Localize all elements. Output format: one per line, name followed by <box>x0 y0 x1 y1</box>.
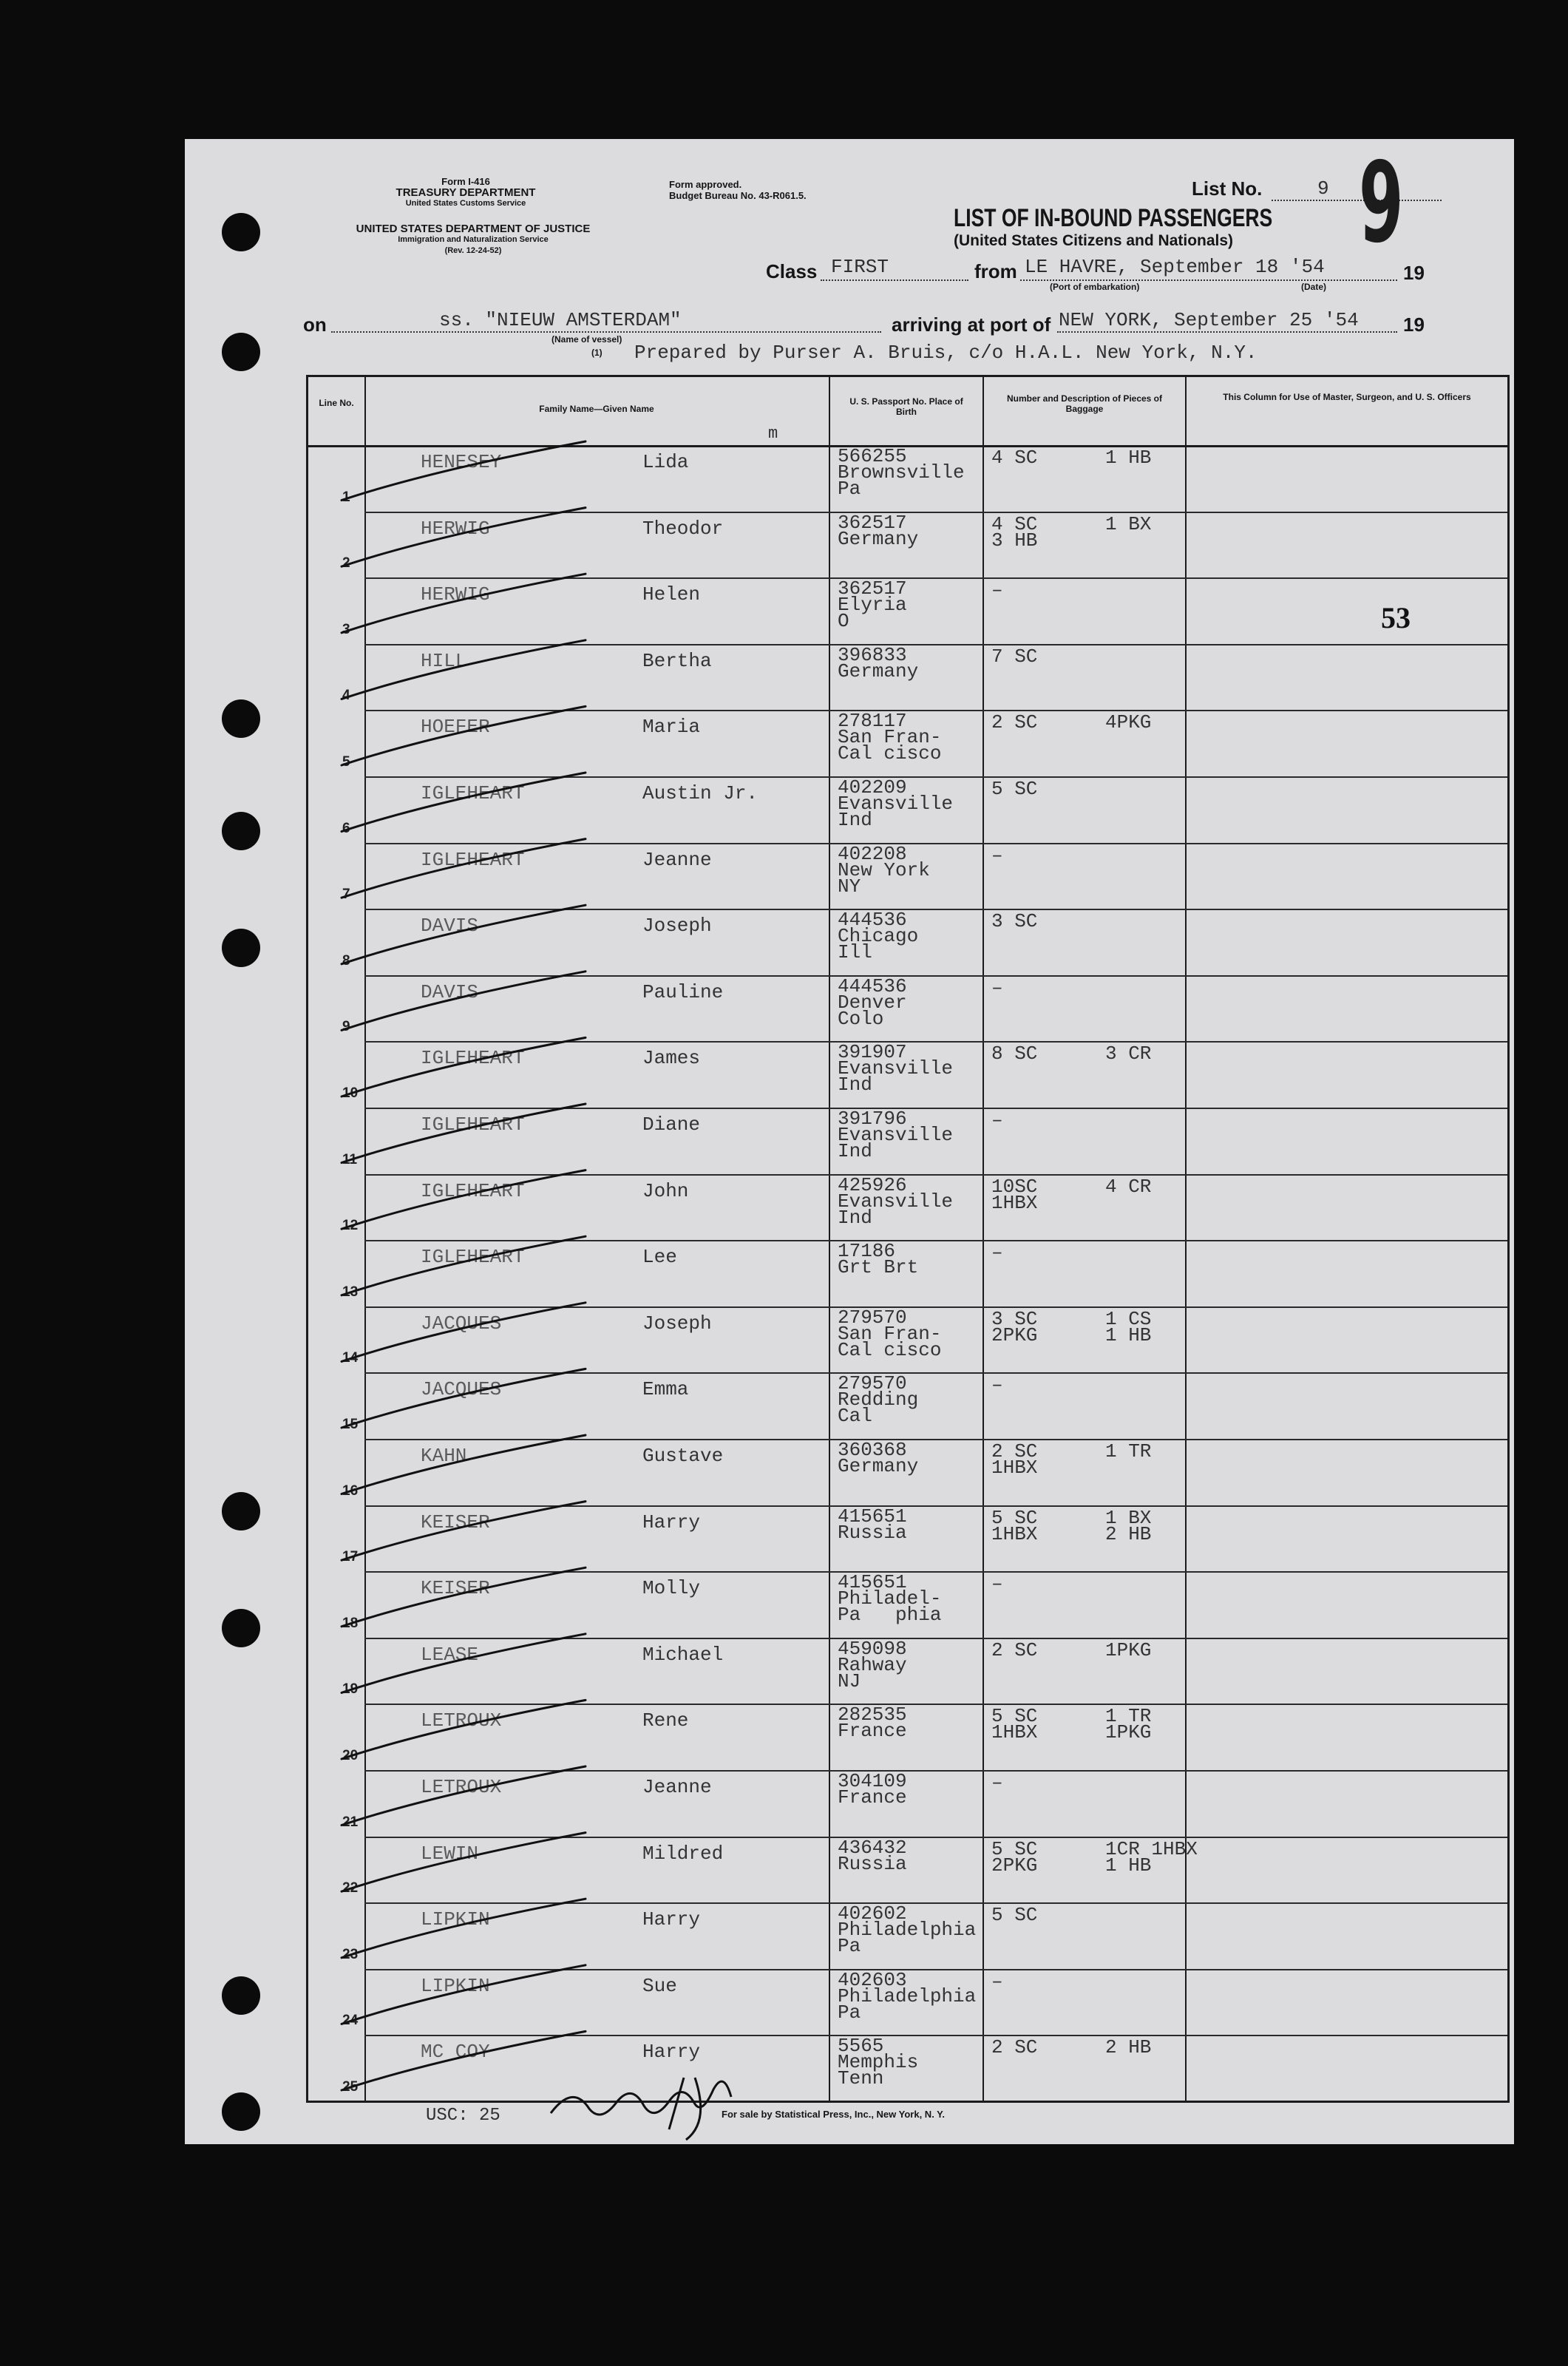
row-given-name: Lee <box>642 1246 677 1269</box>
row-family-name: IGLEHEART <box>421 1113 525 1136</box>
form-number: Form I-416 TREASURY DEPARTMENT United States Customs Service <box>396 176 536 208</box>
row-passport: 444536 Denver Colo <box>838 974 907 1030</box>
row-baggage-2: 1 BX <box>1105 512 1152 535</box>
row-family-name: HENESEY <box>421 451 502 473</box>
row-line-number: 2 <box>342 555 350 572</box>
row-line-number: 20 <box>342 1748 359 1763</box>
row-line-number: 5 <box>342 754 350 770</box>
row-family-name: IGLEHEART <box>421 782 525 804</box>
row-given-name: Sue <box>642 1974 677 1997</box>
header-name: Family Name—Given Name <box>539 404 654 414</box>
row-baggage-1: 5 SC 1HBX <box>991 1506 1038 1545</box>
row-baggage-1: 10SC 1HBX <box>991 1175 1038 1214</box>
from-value: LE HAVRE, September 18 '54 <box>1025 256 1325 278</box>
row-family-name: IGLEHEART <box>421 848 525 871</box>
arriving-value: NEW YORK, September 25 '54 <box>1059 309 1359 331</box>
check-mark <box>342 1369 586 1428</box>
row-passport: 279570 San Fran- Cal cisco <box>838 1306 942 1361</box>
from-label: from <box>974 260 1017 282</box>
row-baggage-1: 8 SC <box>991 1043 1038 1065</box>
row-family-name: MC COY <box>421 2041 490 2064</box>
header-passport: U. S. Passport No. Place of Birth <box>849 396 963 417</box>
check-mark <box>342 2031 586 2090</box>
row-line-number: 18 <box>342 1615 359 1631</box>
row-given-name: Pauline <box>642 980 724 1003</box>
row-passport: 278117 San Fran- Cal cisco <box>838 710 942 765</box>
row-line-number: 15 <box>342 1417 359 1432</box>
row-passport: 566255 Brownsville Pa <box>838 445 965 500</box>
row-given-name: Maria <box>642 716 701 739</box>
justice-dept: UNITED STATES DEPARTMENT OF JUSTICE Immigration and Naturalization Service (Rev. 12-24-52) <box>356 223 591 255</box>
row-passport: 360368 Germany <box>838 1439 919 1477</box>
row-baggage-1: – <box>991 1241 1003 1264</box>
row-line-number: 4 <box>342 688 350 704</box>
check-mark <box>342 1567 586 1627</box>
row-baggage-1: – <box>991 1374 1003 1397</box>
row-baggage-1: 3 SC <box>991 910 1038 933</box>
row-given-name: Harry <box>642 1511 701 1533</box>
row-line-number: 23 <box>342 1946 359 1962</box>
row-passport: 402209 Evansville Ind <box>838 776 954 831</box>
list-no-label: List No. <box>1192 177 1263 200</box>
row-family-name: KAHN <box>421 1445 467 1467</box>
vessel-value: ss. "NIEUW AMSTERDAM" <box>439 309 682 331</box>
handwritten-list-number: 9 <box>1359 139 1404 268</box>
row-passport: 402208 New York NY <box>838 842 930 898</box>
check-mark <box>342 574 586 633</box>
row-family-name: IGLEHEART <box>421 1047 525 1070</box>
check-mark <box>342 508 586 567</box>
row-given-name: Mildred <box>642 1842 724 1865</box>
row-line-number: 13 <box>342 1284 359 1300</box>
check-mark <box>342 1170 586 1230</box>
header-line-no: Line No. <box>319 398 354 408</box>
header-officers: This Column for Use of Master, Surgeon, and U. S. Officers <box>1223 392 1471 402</box>
row-given-name: Austin Jr. <box>642 782 758 804</box>
check-mark <box>342 972 586 1031</box>
check-mark <box>342 1899 586 1958</box>
check-mark <box>342 1236 586 1295</box>
on-label: on <box>303 313 327 336</box>
row-baggage-2: 1 CS 1 HB <box>1105 1307 1152 1346</box>
row-given-name: Theodor <box>642 517 724 540</box>
row-family-name: LEWIN <box>421 1842 479 1865</box>
row-passport: 436432 Russia <box>838 1836 907 1875</box>
row-family-name: IGLEHEART <box>421 1179 525 1202</box>
row-given-name: Lida <box>642 451 689 473</box>
header-baggage: Number and Description of Pieces of Baggage <box>1006 393 1163 414</box>
check-mark <box>342 1303 586 1362</box>
row-family-name: LETROUX <box>421 1709 502 1732</box>
usc-count: USC: 25 <box>426 2106 500 2126</box>
check-mark <box>342 640 586 699</box>
row-given-name: Rene <box>642 1709 689 1732</box>
row-family-name: HERWIG <box>421 517 490 540</box>
row-passport: 402603 Philadelphia Pa <box>838 1968 977 2024</box>
row-passport: 402602 Philadelphia Pa <box>838 1902 977 1958</box>
row-line-number: 6 <box>342 820 350 836</box>
row-given-name: Helen <box>642 583 701 606</box>
note-1: (1) <box>591 348 603 358</box>
row-baggage-1: 7 SC <box>991 645 1038 668</box>
row-given-name: James <box>642 1047 701 1070</box>
list-no-value: 9 <box>1317 177 1329 200</box>
row-baggage-1: – <box>991 1970 1003 1993</box>
row-line-number: 14 <box>342 1350 359 1366</box>
year-suffix: 19 <box>1403 262 1425 284</box>
row-baggage-2: 1 HB <box>1105 447 1152 469</box>
year-suffix-2: 19 <box>1403 313 1425 336</box>
row-baggage-1: 4 SC 3 HB <box>991 512 1038 552</box>
row-line-number: 3 <box>342 621 350 637</box>
row-family-name: HILL <box>421 649 467 672</box>
prepared-by: Prepared by Purser A. Bruis, c/o H.A.L. New York, N.Y. <box>634 342 1258 364</box>
row-baggage-2: 2 HB <box>1105 2036 1152 2059</box>
check-mark <box>342 1104 586 1163</box>
row-baggage-2: 1 TR 1PKG <box>1105 1705 1152 1744</box>
row-family-name: LETROUX <box>421 1776 502 1798</box>
row-baggage-1: – <box>991 1109 1003 1131</box>
row-baggage-2: 1 TR <box>1105 1440 1152 1462</box>
margin-note-53: 53 <box>1381 601 1411 634</box>
row-baggage-1: – <box>991 579 1003 602</box>
form-approval: Form approved. Budget Bureau No. 43-R061.5. <box>669 179 807 201</box>
check-mark <box>342 1037 586 1096</box>
check-mark <box>342 905 586 964</box>
row-given-name: Michael <box>642 1643 724 1666</box>
row-passport: 279570 Redding Cal <box>838 1372 919 1428</box>
class-value: FIRST <box>831 256 889 278</box>
row-baggage-2: 4 CR <box>1105 1175 1152 1198</box>
row-family-name: KEISER <box>421 1511 490 1533</box>
arriving-label: arriving at port of <box>892 313 1051 336</box>
row-passport: 391907 Evansville Ind <box>838 1041 954 1096</box>
check-mark <box>342 441 586 501</box>
row-baggage-1: 5 SC <box>991 1904 1038 1927</box>
row-passport: 391796 Evansville Ind <box>838 1108 954 1162</box>
row-family-name: KEISER <box>421 1577 490 1600</box>
row-baggage-2: 3 CR <box>1105 1043 1152 1065</box>
row-line-number: 24 <box>342 2013 359 2029</box>
page-subtitle: (United States Citizens and Nationals) <box>954 232 1234 249</box>
row-given-name: Bertha <box>642 649 712 672</box>
row-line-number: 21 <box>342 1814 359 1830</box>
row-family-name: LIPKIN <box>421 1974 490 1997</box>
row-line-number: 8 <box>342 952 350 969</box>
row-baggage-2: 1PKG <box>1105 1638 1152 1661</box>
row-family-name: DAVIS <box>421 980 479 1003</box>
row-baggage-1: 3 SC 2PKG <box>991 1307 1038 1346</box>
row-family-name: LEASE <box>421 1643 479 1666</box>
row-given-name: Harry <box>642 2041 701 2064</box>
check-mark <box>342 706 586 765</box>
row-given-name: Harry <box>642 1908 701 1931</box>
row-passport: 415651 Russia <box>838 1505 907 1544</box>
row-passport: 396833 Germany <box>838 643 919 682</box>
row-given-name: Diane <box>642 1113 701 1136</box>
row-line-number: 17 <box>342 1549 359 1565</box>
check-mark <box>342 1700 586 1759</box>
row-line-number: 9 <box>342 1019 350 1035</box>
row-line-number: 7 <box>342 887 350 903</box>
row-baggage-1: 2 SC <box>991 711 1038 734</box>
row-family-name: JACQUES <box>421 1378 502 1401</box>
check-mark <box>342 1634 586 1693</box>
row-family-name: IGLEHEART <box>421 1246 525 1269</box>
row-passport: 444536 Chicago Ill <box>838 909 919 964</box>
row-baggage-1: 5 SC 2PKG <box>991 1837 1038 1877</box>
row-passport: 415651 Philadel- Pa phia <box>838 1571 942 1627</box>
row-line-number: 16 <box>342 1482 359 1499</box>
row-line-number: 22 <box>342 1880 359 1896</box>
row-baggage-1: – <box>991 844 1003 867</box>
row-passport: 459098 Rahway NJ <box>838 1637 907 1692</box>
row-passport: 425926 Evansville Ind <box>838 1173 954 1229</box>
row-baggage-1: 5 SC 1HBX <box>991 1705 1038 1744</box>
row-line-number: 1 <box>342 489 350 505</box>
row-given-name: Jeanne <box>642 848 712 871</box>
vessel-note: (Name of vessel) <box>551 334 622 345</box>
row-baggage-1: – <box>991 1772 1003 1794</box>
page-title: LIST OF IN-BOUND PASSENGERS <box>954 204 1273 232</box>
row-given-name: Jeanne <box>642 1776 712 1798</box>
row-family-name: DAVIS <box>421 915 479 938</box>
row-baggage-1: – <box>991 1573 1003 1596</box>
class-label: Class <box>766 260 818 282</box>
row-baggage-1: 2 SC <box>991 2036 1038 2059</box>
row-family-name: JACQUES <box>421 1312 502 1335</box>
row-passport: 17186 Grt Brt <box>838 1240 919 1279</box>
row-baggage-1: 5 SC <box>991 778 1038 800</box>
check-mark <box>342 773 586 832</box>
name-marker: m <box>768 424 778 443</box>
row-given-name: Joseph <box>642 1312 712 1335</box>
check-mark <box>342 1833 586 1892</box>
port-note: (Port of embarkation) <box>1050 282 1140 292</box>
row-given-name: John <box>642 1179 689 1202</box>
row-passport: 304109 France <box>838 1770 907 1809</box>
check-mark <box>342 1965 586 2024</box>
row-baggage-2: 1 BX 2 HB <box>1105 1506 1152 1545</box>
row-given-name: Joseph <box>642 915 712 938</box>
row-given-name: Gustave <box>642 1445 724 1467</box>
row-baggage-1: 4 SC <box>991 447 1038 469</box>
row-line-number: 25 <box>342 2079 359 2095</box>
row-family-name: LIPKIN <box>421 1908 490 1931</box>
row-line-number: 19 <box>342 1681 359 1698</box>
check-mark <box>342 1502 586 1561</box>
row-baggage-1: 2 SC <box>991 1638 1038 1661</box>
date-note: (Date) <box>1301 282 1327 292</box>
row-baggage-2: 1CR 1HBX 1 HB <box>1105 1837 1198 1877</box>
row-given-name: Molly <box>642 1577 701 1600</box>
row-family-name: HOEFER <box>421 716 490 739</box>
handwritten-signature <box>551 2078 731 2140</box>
check-mark <box>342 1766 586 1826</box>
row-passport: 362517 Elyria O <box>838 577 907 633</box>
row-passport: 282535 France <box>838 1704 907 1743</box>
row-baggage-1: 2 SC 1HBX <box>991 1440 1038 1479</box>
row-line-number: 12 <box>342 1218 359 1234</box>
row-baggage-1: – <box>991 976 1003 999</box>
row-baggage-2: 4PKG <box>1105 711 1152 734</box>
row-given-name: Emma <box>642 1378 689 1401</box>
check-mark <box>342 839 586 898</box>
row-line-number: 10 <box>342 1085 359 1101</box>
printer-credit: For sale by Statistical Press, Inc., New York, N. Y. <box>722 2109 946 2120</box>
row-passport: 362517 Germany <box>838 511 919 550</box>
check-mark <box>342 1435 586 1494</box>
row-line-number: 11 <box>342 1151 358 1167</box>
row-passport: 5565 Memphis Tenn <box>838 2035 919 2090</box>
row-family-name: HERWIG <box>421 583 490 606</box>
